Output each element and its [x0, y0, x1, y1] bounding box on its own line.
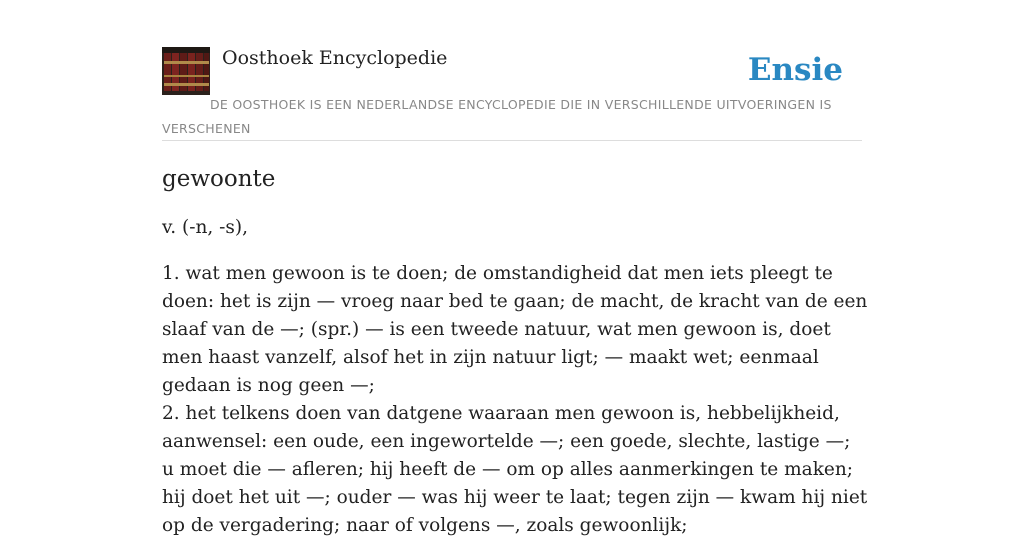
- site-header: [162, 46, 862, 141]
- entry-grammar: v. (-n, -s),: [162, 217, 249, 238]
- entry-term: gewoonte: [162, 166, 276, 192]
- definition-2: 2. het telkens doen van datgene waaraan men gewoon is, hebbelijkheid, aanwensel: een oude, een ingewortelde —; een goede, slechte, lastige —; u moet die — afleren; hij heeft de — om op alles aanmerkingen te maken; hij doet het uit —; ouder — was hij weer te laat; tegen zijn — kwam hij niet op de vergadering; naar of volgens —, zoals gewoonlijk;: [162, 403, 868, 536]
- encyclopedia-books-icon[interactable]: [162, 47, 210, 95]
- entry-definitions: [162, 260, 868, 540]
- site-title-link[interactable]: Oosthoek Encyclopedie: [222, 47, 448, 69]
- definition-1: 1. wat men gewoon is te doen; de omstandigheid dat men iets pleegt te doen: het is zijn — vroeg naar bed te gaan; de macht, de kracht van de een slaaf van de —; (spr.) — is een tweede natuur, wat men gewoon is, doet men haast vanzelf, alsof het in zijn natuur ligt; — maakt wet; eenmaal gedaan is nog geen —;: [162, 263, 868, 396]
- ensie-logo-link[interactable]: Ensie: [747, 52, 843, 88]
- entry-content: [162, 162, 872, 540]
- site-tagline: DE OOSTHOEK IS EEN NEDERLANDSE ENCYCLOPEDIE DIE IN VERSCHILLENDE UITVOERINGEN IS VERSCHENEN: [162, 97, 832, 136]
